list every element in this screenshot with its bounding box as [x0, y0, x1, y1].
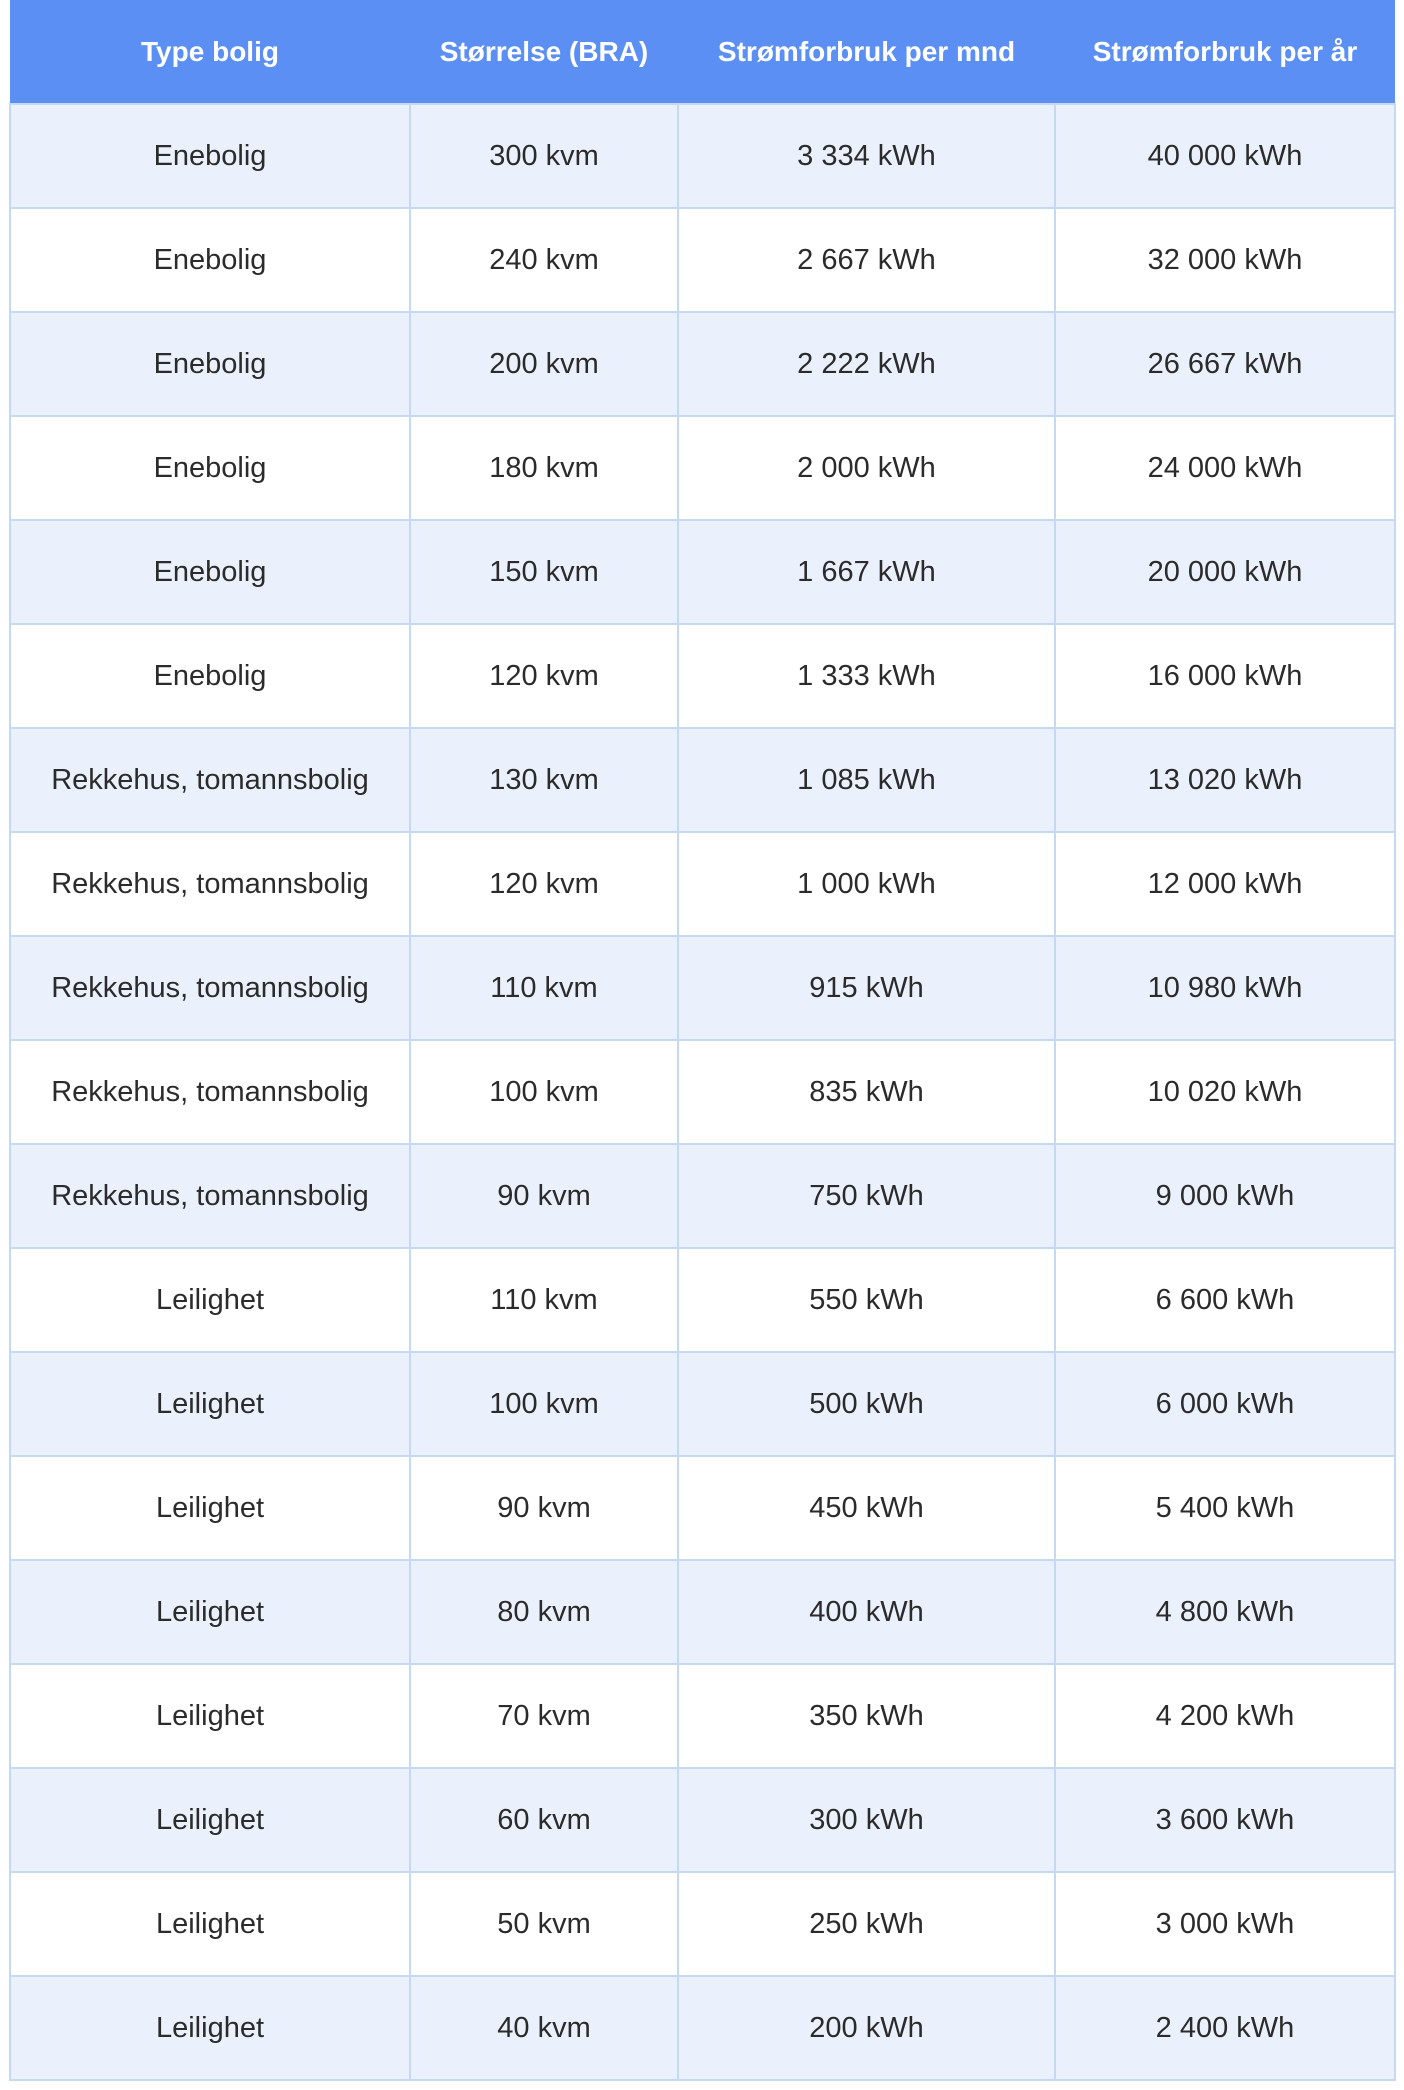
table-row: [10, 1872, 1395, 1976]
cell-storrelse: 110 kvm: [410, 936, 678, 1040]
cell-type-bolig: Leilighet: [10, 1872, 410, 1976]
table-row: [10, 104, 1395, 208]
consumption-table-container: [9, 0, 1394, 2081]
cell-forbruk-ar: 9 000 kWh: [1055, 1144, 1395, 1248]
cell-forbruk-ar: 10 980 kWh: [1055, 936, 1395, 1040]
cell-type-bolig: Enebolig: [10, 520, 410, 624]
cell-type-bolig: Leilighet: [10, 1560, 410, 1664]
header-storrelse: Størrelse (BRA): [410, 0, 678, 104]
cell-storrelse: 180 kvm: [410, 416, 678, 520]
cell-type-bolig: Leilighet: [10, 1248, 410, 1352]
cell-forbruk-mnd: 450 kWh: [678, 1456, 1055, 1560]
table-row: [10, 1976, 1395, 2080]
table-row: [10, 1768, 1395, 1872]
cell-forbruk-mnd: 1 667 kWh: [678, 520, 1055, 624]
cell-storrelse: 70 kvm: [410, 1664, 678, 1768]
cell-forbruk-mnd: 1 000 kWh: [678, 832, 1055, 936]
table-row: [10, 520, 1395, 624]
cell-forbruk-mnd: 2 222 kWh: [678, 312, 1055, 416]
cell-type-bolig: Rekkehus, tomannsbolig: [10, 728, 410, 832]
table-row: [10, 1144, 1395, 1248]
header-type-bolig: Type bolig: [10, 0, 410, 104]
cell-storrelse: 90 kvm: [410, 1144, 678, 1248]
cell-storrelse: 80 kvm: [410, 1560, 678, 1664]
cell-type-bolig: Enebolig: [10, 624, 410, 728]
cell-type-bolig: Leilighet: [10, 1456, 410, 1560]
table-row: [10, 832, 1395, 936]
table-body: [10, 104, 1395, 2080]
table-row: [10, 312, 1395, 416]
cell-storrelse: 120 kvm: [410, 624, 678, 728]
table-row: [10, 624, 1395, 728]
table-row: [10, 1352, 1395, 1456]
cell-storrelse: 120 kvm: [410, 832, 678, 936]
cell-forbruk-ar: 32 000 kWh: [1055, 208, 1395, 312]
header-row: [10, 0, 1395, 104]
cell-forbruk-mnd: 3 334 kWh: [678, 104, 1055, 208]
table-row: [10, 728, 1395, 832]
table-row: [10, 416, 1395, 520]
cell-storrelse: 40 kvm: [410, 1976, 678, 2080]
cell-storrelse: 300 kvm: [410, 104, 678, 208]
cell-type-bolig: Leilighet: [10, 1768, 410, 1872]
consumption-table: [9, 0, 1396, 2081]
cell-type-bolig: Leilighet: [10, 1664, 410, 1768]
cell-forbruk-mnd: 835 kWh: [678, 1040, 1055, 1144]
table-row: [10, 1040, 1395, 1144]
cell-forbruk-mnd: 300 kWh: [678, 1768, 1055, 1872]
cell-storrelse: 100 kvm: [410, 1352, 678, 1456]
cell-forbruk-mnd: 550 kWh: [678, 1248, 1055, 1352]
cell-type-bolig: Leilighet: [10, 1352, 410, 1456]
cell-forbruk-mnd: 915 kWh: [678, 936, 1055, 1040]
table-row: [10, 208, 1395, 312]
cell-type-bolig: Rekkehus, tomannsbolig: [10, 832, 410, 936]
cell-type-bolig: Rekkehus, tomannsbolig: [10, 1144, 410, 1248]
cell-forbruk-mnd: 2 000 kWh: [678, 416, 1055, 520]
cell-forbruk-ar: 40 000 kWh: [1055, 104, 1395, 208]
cell-storrelse: 90 kvm: [410, 1456, 678, 1560]
cell-forbruk-ar: 6 600 kWh: [1055, 1248, 1395, 1352]
cell-type-bolig: Enebolig: [10, 208, 410, 312]
cell-storrelse: 150 kvm: [410, 520, 678, 624]
cell-type-bolig: Rekkehus, tomannsbolig: [10, 1040, 410, 1144]
cell-storrelse: 50 kvm: [410, 1872, 678, 1976]
cell-type-bolig: Leilighet: [10, 1976, 410, 2080]
cell-forbruk-ar: 20 000 kWh: [1055, 520, 1395, 624]
cell-forbruk-ar: 3 000 kWh: [1055, 1872, 1395, 1976]
cell-forbruk-ar: 13 020 kWh: [1055, 728, 1395, 832]
cell-forbruk-mnd: 350 kWh: [678, 1664, 1055, 1768]
table-row: [10, 1248, 1395, 1352]
cell-forbruk-ar: 6 000 kWh: [1055, 1352, 1395, 1456]
cell-forbruk-mnd: 500 kWh: [678, 1352, 1055, 1456]
table-row: [10, 1456, 1395, 1560]
table-row: [10, 1664, 1395, 1768]
cell-forbruk-ar: 26 667 kWh: [1055, 312, 1395, 416]
cell-forbruk-mnd: 750 kWh: [678, 1144, 1055, 1248]
cell-type-bolig: Rekkehus, tomannsbolig: [10, 936, 410, 1040]
cell-forbruk-ar: 5 400 kWh: [1055, 1456, 1395, 1560]
cell-type-bolig: Enebolig: [10, 104, 410, 208]
cell-forbruk-mnd: 2 667 kWh: [678, 208, 1055, 312]
header-forbruk-ar: Strømforbruk per år: [1055, 0, 1395, 104]
cell-forbruk-ar: 24 000 kWh: [1055, 416, 1395, 520]
cell-forbruk-ar: 2 400 kWh: [1055, 1976, 1395, 2080]
cell-forbruk-mnd: 200 kWh: [678, 1976, 1055, 2080]
cell-forbruk-mnd: 1 085 kWh: [678, 728, 1055, 832]
cell-forbruk-ar: 3 600 kWh: [1055, 1768, 1395, 1872]
table-row: [10, 1560, 1395, 1664]
cell-forbruk-mnd: 1 333 kWh: [678, 624, 1055, 728]
cell-storrelse: 110 kvm: [410, 1248, 678, 1352]
cell-forbruk-mnd: 250 kWh: [678, 1872, 1055, 1976]
cell-forbruk-mnd: 400 kWh: [678, 1560, 1055, 1664]
cell-forbruk-ar: 4 800 kWh: [1055, 1560, 1395, 1664]
cell-type-bolig: Enebolig: [10, 416, 410, 520]
cell-type-bolig: Enebolig: [10, 312, 410, 416]
cell-forbruk-ar: 12 000 kWh: [1055, 832, 1395, 936]
header-forbruk-mnd: Strømforbruk per mnd: [678, 0, 1055, 104]
cell-storrelse: 100 kvm: [410, 1040, 678, 1144]
cell-forbruk-ar: 10 020 kWh: [1055, 1040, 1395, 1144]
cell-storrelse: 200 kvm: [410, 312, 678, 416]
cell-forbruk-ar: 16 000 kWh: [1055, 624, 1395, 728]
table-header: [10, 0, 1395, 104]
cell-storrelse: 130 kvm: [410, 728, 678, 832]
cell-storrelse: 240 kvm: [410, 208, 678, 312]
cell-storrelse: 60 kvm: [410, 1768, 678, 1872]
table-row: [10, 936, 1395, 1040]
cell-forbruk-ar: 4 200 kWh: [1055, 1664, 1395, 1768]
